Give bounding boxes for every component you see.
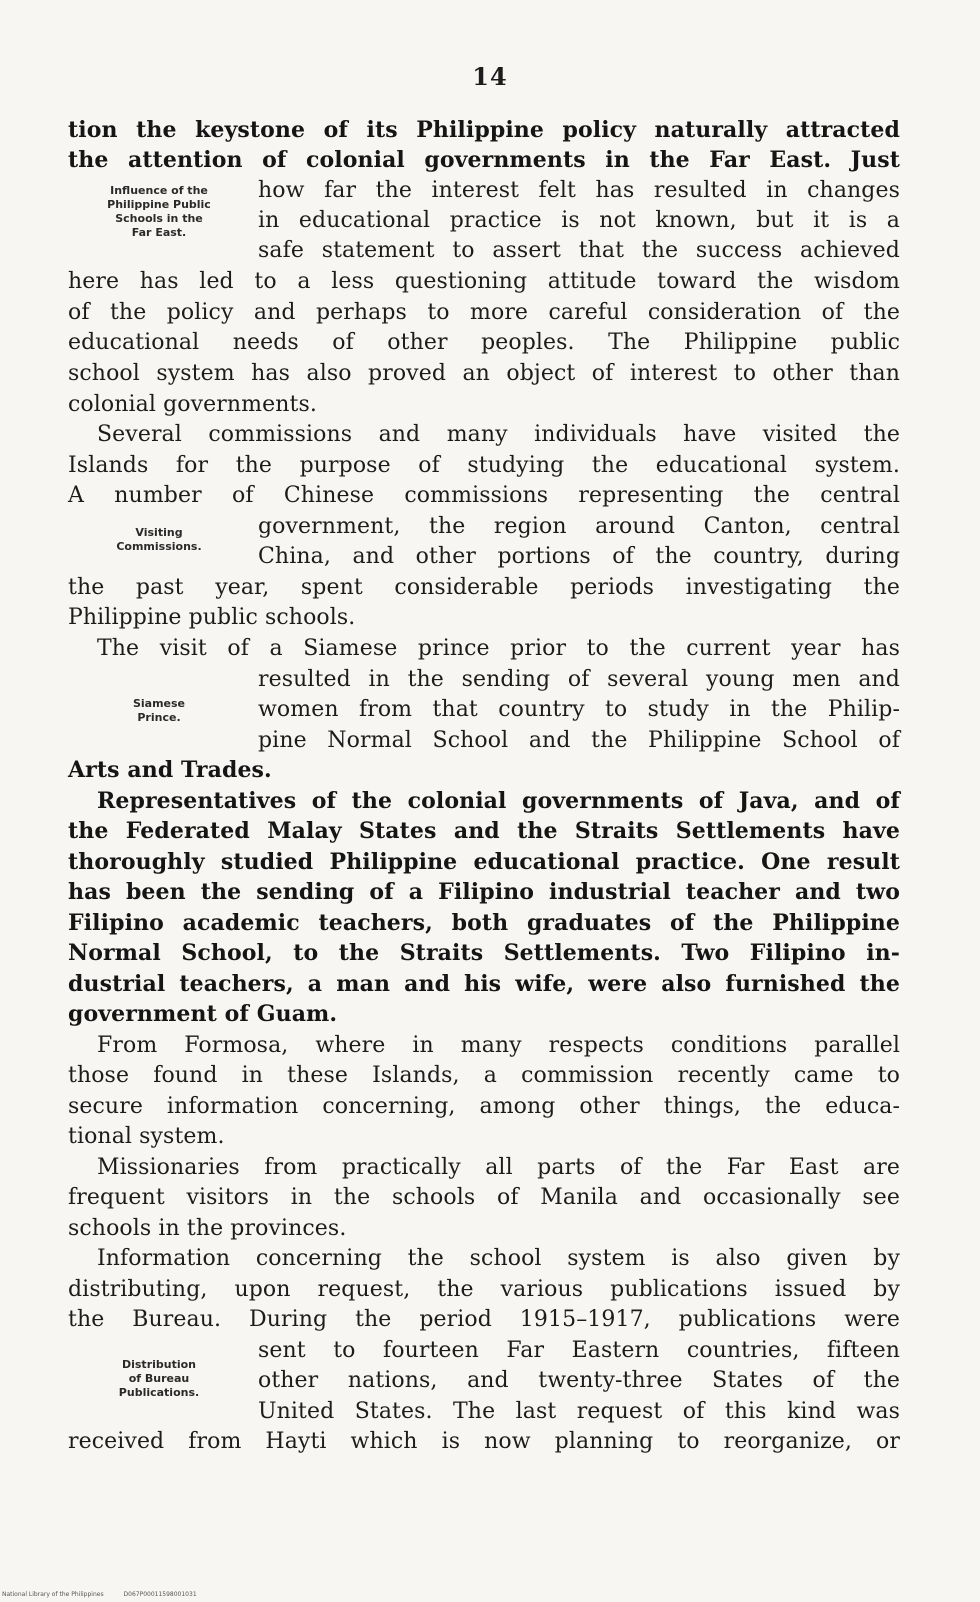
body-text-line: women from that country to study in the Philip- <box>258 697 900 722</box>
margin-note-line: Siamese <box>132 697 186 710</box>
body-text-line: the Federated Malay States and the Straits Settlements have <box>68 818 900 844</box>
margin-note-line: Schools in the <box>115 212 203 225</box>
margin-note-influence <box>68 184 250 240</box>
body-text-line: Missionaries from practically all parts of the Far East are <box>97 1155 900 1180</box>
body-text-line: Islands for the purpose of studying the educational system. <box>68 453 900 478</box>
body-text-line: tional system. <box>68 1124 225 1149</box>
body-text-line: tion the keystone of its Philippine policy naturally attracted <box>68 117 900 143</box>
body-text-line: China, and other portions of the country, during <box>258 544 900 569</box>
body-text-line: A number of Chinese commissions representing the central <box>68 483 900 508</box>
body-text-line: those found in these Islands, a commission recently came to <box>68 1063 900 1088</box>
body-text-line: of the policy and perhaps to more careful consideration of the <box>68 300 900 325</box>
margin-note-siamese <box>68 697 250 725</box>
body-text-line: Information concerning the school system is also given by <box>97 1246 900 1271</box>
body-text-line: how far the interest felt has resulted in changes <box>258 178 900 203</box>
body-text-line: in educational practice is not known, but it is a <box>258 208 900 233</box>
body-text-line: Several commissions and many individuals have visited the <box>97 422 900 447</box>
body-text-line: the past year, spent considerable periods investigating the <box>68 575 900 600</box>
body-text-line: From Formosa, where in many respects conditions parallel <box>97 1033 900 1058</box>
body-text-line: Representatives of the colonial governments of Java, and of <box>97 788 900 814</box>
body-text-line: Arts and Trades. <box>68 757 272 783</box>
body-text-line: other nations, and twenty-three States of the <box>258 1368 900 1393</box>
body-text-line: resulted in the sending of several young men and <box>258 667 900 692</box>
body-text-line: The visit of a Siamese prince prior to the current year has <box>97 636 900 661</box>
body-text-line: has been the sending of a Filipino industrial teacher and two <box>68 879 900 905</box>
body-text-line: Philippine public schools. <box>68 605 356 630</box>
body-text-line: educational needs of other peoples. The Philippine public <box>68 330 900 355</box>
margin-note-line: Influence of the <box>110 184 208 197</box>
body-text-line: pine Normal School and the Philippine School of <box>258 728 900 753</box>
body-text-line: school system has also proved an object of interest to other than <box>68 361 900 386</box>
margin-note-distribution <box>68 1358 250 1400</box>
body-text-line: colonial governments. <box>68 392 317 417</box>
footer-id: D067P00011598001031 <box>123 1591 197 1598</box>
body-text-line: Filipino academic teachers, both graduates of the Philippine <box>68 910 900 936</box>
body-text-line: schools in the provinces. <box>68 1216 347 1241</box>
body-text-line: dustrial teachers, a man and his wife, were also furnished the <box>68 971 900 997</box>
body-text-line: here has led to a less questioning attitude toward the wisdom <box>68 269 900 294</box>
footer <box>2 1591 215 1598</box>
margin-note-line: Visiting <box>135 526 183 539</box>
body-text-line: thoroughly studied Philippine educational practice. One result <box>68 849 900 875</box>
body-text-line: received from Hayti which is now planning to reorganize, or <box>68 1429 900 1454</box>
margin-note-line: Publications. <box>118 1386 200 1399</box>
body-text-line: frequent visitors in the schools of Manila and occasionally see <box>68 1185 900 1210</box>
margin-note-line: Commissions. <box>116 540 202 553</box>
body-text-line: the attention of colonial governments in the Far East. Just <box>68 147 900 173</box>
body-text-line: distributing, upon request, the various publications issued by <box>68 1277 900 1302</box>
margin-note-visiting <box>68 526 250 554</box>
margin-note-line: Prince. <box>137 711 181 724</box>
body-text-line: safe statement to assert that the success achieved <box>258 238 900 263</box>
margin-note-line: Philippine Public <box>107 198 211 211</box>
body-text-line: the Bureau. During the period 1915–1917, publications were <box>68 1307 900 1332</box>
body-text-line: government of Guam. <box>68 1001 338 1027</box>
body-text-line: United States. The last request of this kind was <box>258 1399 900 1424</box>
page-number: 14 <box>472 62 508 91</box>
margin-note-line: of Bureau <box>128 1372 190 1385</box>
margin-note-line: Distribution <box>121 1358 197 1371</box>
body-text-line: government, the region around Canton, central <box>258 514 900 539</box>
footer-source: National Library of the Philippines <box>2 1591 104 1598</box>
body-text-line: Normal School, to the Straits Settlements. Two Filipino in- <box>68 940 900 966</box>
body-text-line: sent to fourteen Far Eastern countries, fifteen <box>258 1338 900 1363</box>
body-text-line: secure information concerning, among other things, the educa- <box>68 1094 900 1119</box>
margin-note-line: Far East. <box>131 226 187 239</box>
